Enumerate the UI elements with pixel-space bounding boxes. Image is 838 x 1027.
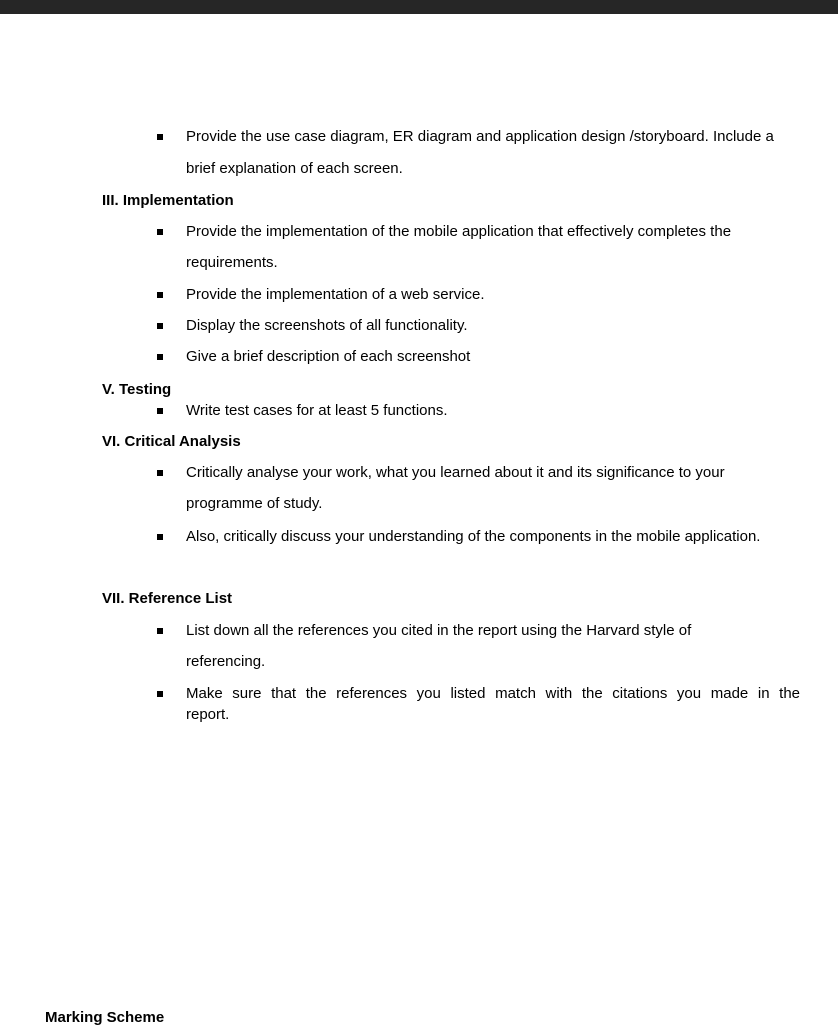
bullet-icon xyxy=(157,408,163,414)
bullet-icon xyxy=(157,691,163,697)
list-item: Write test cases for at least 5 functions. xyxy=(186,402,448,419)
section-heading-reference-list: VII. Reference List xyxy=(102,590,233,607)
list-item-continuation: requirements. xyxy=(186,254,278,271)
section-heading-implementation: III. Implementation xyxy=(102,192,234,209)
bullet-icon xyxy=(157,354,163,360)
bullet-icon xyxy=(157,323,163,329)
bullet-icon xyxy=(157,628,163,634)
list-item: Provide the implementation of a web service. xyxy=(186,286,485,303)
bullet-icon xyxy=(157,534,163,540)
document-page xyxy=(0,14,838,1024)
list-item: List down all the references you cited in the report using the Harvard style of xyxy=(186,622,692,639)
window-top-bar xyxy=(0,0,838,14)
list-item-continuation: brief explanation of each screen. xyxy=(186,160,403,177)
marking-scheme-heading: Marking Scheme xyxy=(45,1009,165,1026)
list-item: Make sure that the references you listed match with the citations you made in the xyxy=(186,685,800,702)
list-item-continuation: referencing. xyxy=(186,653,266,670)
bullet-icon xyxy=(157,134,163,140)
list-item: Display the screenshots of all functionality. xyxy=(186,317,468,334)
section-heading-critical-analysis: VI. Critical Analysis xyxy=(102,433,241,450)
list-item: Provide the implementation of the mobile application that effectively completes the xyxy=(186,223,732,240)
section-heading-testing: V. Testing xyxy=(102,381,172,398)
list-item-continuation: report. xyxy=(186,706,230,723)
list-item: Provide the use case diagram, ER diagram and application design /storyboard. Include a xyxy=(186,128,774,145)
bullet-icon xyxy=(157,292,163,298)
list-item-continuation: programme of study. xyxy=(186,495,323,512)
bullet-icon xyxy=(157,229,163,235)
list-item: Also, critically discuss your understanding of the components in the mobile application. xyxy=(186,528,761,545)
list-item: Give a brief description of each screenshot xyxy=(186,348,471,365)
bullet-icon xyxy=(157,470,163,476)
list-item: Critically analyse your work, what you learned about it and its significance to your xyxy=(186,464,725,481)
